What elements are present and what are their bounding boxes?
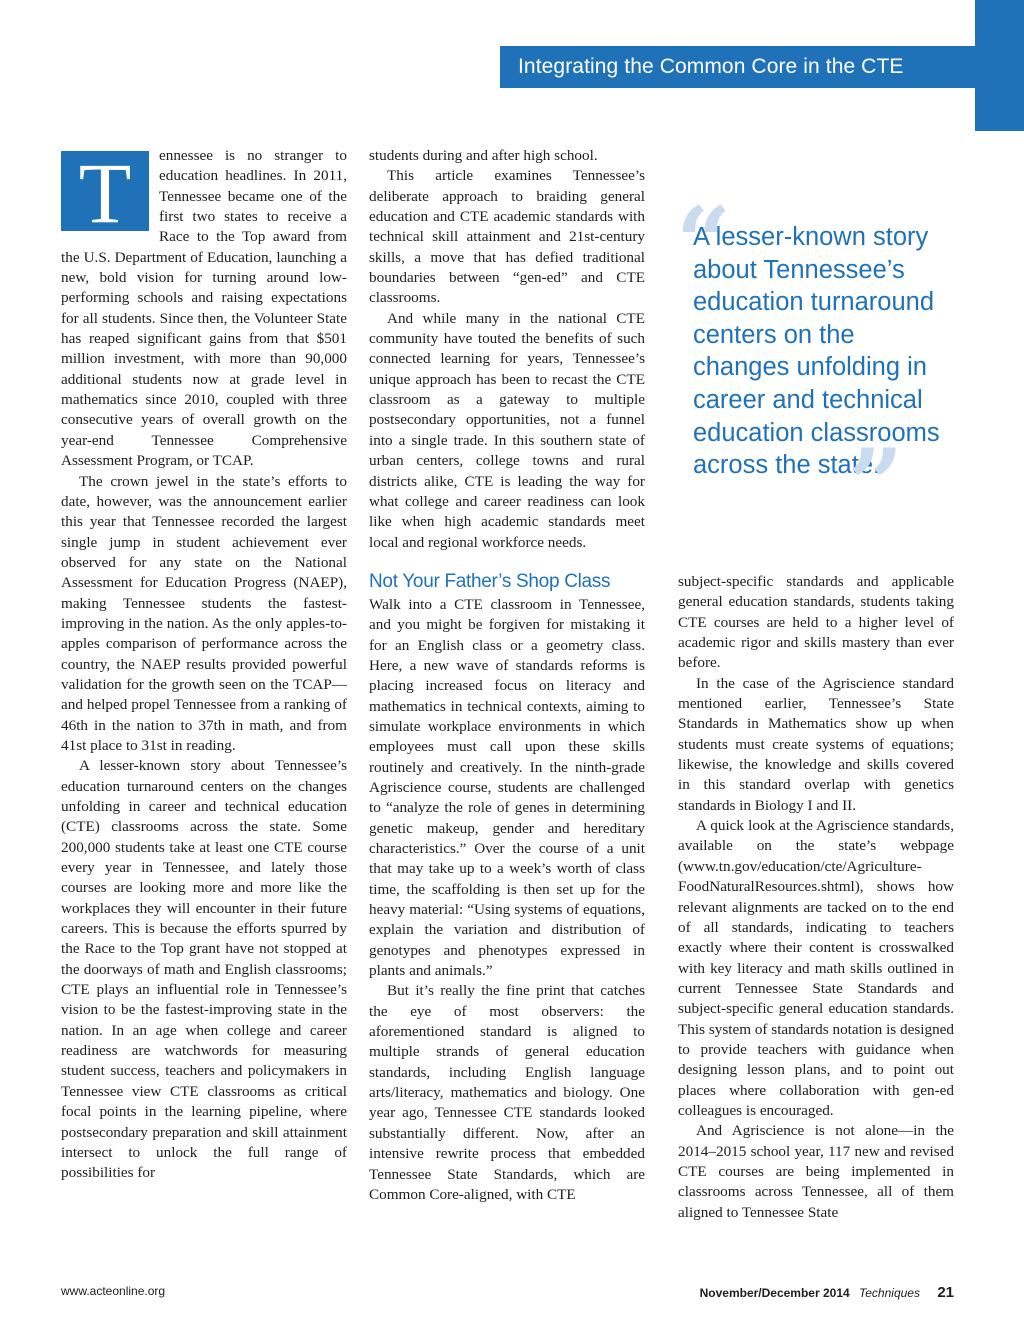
open-quote-icon: “ <box>676 186 732 299</box>
paragraph: This article examines Tennessee’s deliberate approach to braiding general education and CTE academic standards with technical skill attainment and 21st-century skills, a move that has defied traditional boundaries between “gen-ed” and CTE classrooms. <box>369 167 645 307</box>
paragraph: And Agriscience is not alone—in the 2014–2015 school year, 117 new and revised CTE courses are being implemented in classrooms across Tennessee, all of them aligned to Tennessee State <box>678 1122 954 1221</box>
section-heading: Not Your Father’s Shop Class <box>369 570 611 592</box>
paragraph: But it’s really the fine print that catches the eye of most observers: the aforementioned standard is aligned to multiple strands of general education standards, including English language arts/literacy, mathematics and biology. One year ago, Tennessee CTE standards looked substantially different. Now, after an intensive rewrite process that embedded Tennessee State Standards, which are Common Core-aligned, with CTE <box>369 982 645 1203</box>
section-header-title: Integrating the Common Core in the CTE Classroom <box>518 55 904 120</box>
drop-cap: T <box>61 151 149 231</box>
paragraph: And while many in the national CTE community have touted the benefits of such connected learning for years, Tennessee’s unique approach has been to recast the CTE classroom as a gateway to multiple postsecondary opportunities, not a funnel into a single trade. In this southern state of urban centers, college towns and rural districts alike, CTE is leading the way for what college and career readiness can look like when high academic standards meet local and regional workforce needs. <box>369 309 645 551</box>
close-quote-icon: ” <box>848 428 904 541</box>
footer-website: www.acteonline.org <box>61 1284 166 1298</box>
pull-quote <box>676 186 958 541</box>
header-accent-block <box>975 0 1024 131</box>
paragraph: A lesser-known story about Tennessee’s education turnaround centers on the changes unfolding in career and technical education (CTE) classrooms across the state. Some 200,000 students take at least one CTE course every year in Tennessee, and lately those courses are looking more and more like the workplaces they will encounter in their future careers. This is because the efforts spurred by the Race to the Top grant have not stopped at the doorways of math and English classrooms; CTE plays an influential role in Tennessee’s vision to be the fastest-improving state in the nation. In an age when college and career readiness are watchwords for measuring student success, teachers and policymakers in Tennessee view CTE classrooms as critical focal points in the learning pipeline, where postsecondary preparation and skill attainment intersect to unlock the full range of possibilities for <box>61 757 347 1182</box>
article-column-3 <box>678 572 954 1223</box>
article-column-1 <box>61 146 347 1184</box>
paragraph: A quick look at the Agriscience standards, available on the state’s webpage (www.tn.gov/education/cte/Agriculture-FoodNaturalResources.shtml), shows how relevant alignments are tacked on to the end of all standards, indicating to teachers exactly where their content is crosswalked with key literacy and math skills outlined in current Tennessee State Standards and subject-specific general education standards. This system of standards notation is designed to provide teachers with guidance when designing lesson plans, and to point out places where collaboration with gen-ed colleagues is encouraged. <box>678 817 954 1119</box>
footer-issue: November/December 2014 <box>699 1286 850 1300</box>
paragraph: subject-specific standards and applicable general education standards, students taking CTE courses are held to a higher level of academic rigor and skills mastery than ever before. <box>678 573 954 672</box>
article-column-2 <box>369 146 645 1205</box>
pull-quote-text: A lesser-known story about Tennessee’s education turnaround centers on the changes unfolding in career and technical education classrooms across the state. <box>693 223 940 480</box>
footer-issue-info <box>700 1284 954 1301</box>
page-number: 21 <box>937 1284 954 1301</box>
paragraph: The crown jewel in the state’s efforts to date, however, was the announcement earlier this year that Tennessee recorded the largest single jump in student achievement ever observed for any state on the National Assessment for Education Progress (NAEP), making Tennessee students the fastest-improving in the nation. As the only apples-to-apples comparison of performance across the country, the NAEP results provided powerful validation for the growth seen on the TCAP—and helped propel Tennessee from a ranking of 46th in the nation to 37th in math, and from 41st place to 31st in reading. <box>61 472 347 754</box>
footer-magazine: Techniques <box>859 1286 920 1300</box>
paragraph: In the case of the Agriscience standard mentioned earlier, Tennessee’s State Standards in Mathematics show up when students must create systems of equations; likewise, the knowledge and skills covered in this standard overlap with genetics standards in Biology I and II. <box>678 674 954 814</box>
paragraph: ennessee is no stranger to education headlines. In 2011, Tennessee became one of the first two states to receive a Race to the Top award from the U.S. Department of Education, launching a new, bold vision for turning around low-performing schools and raising expectations for all students. Since then, the Volunteer State has reaped significant gains from that $501 million investment, with more than 90,000 additional students now at grade level in mathematics since 2010, coupled with three consecutive years of overall growth on the year-end Tennessee Comprehensive Assessment Program, or TCAP. <box>61 147 347 470</box>
paragraph: Walk into a CTE classroom in Tennessee, and you might be forgiven for mistaking it for an English class or a geometry class. Here, a new wave of standards reforms is placing increased focus on literacy and mathematics in technical contexts, aiming to simulate workplace environments in which employees must call upon these skills routinely and creatively. In the ninth-grade Agriscience course, students are challenged to “analyze the role of genes in determining genetic makeup, gender and hereditary characteristics.” Over the course of a unit that may take up to a week’s worth of class time, the scaffolding is then set up for the heavy material: “Using systems of equations, explain the variation and distribution of genotypes and phenotypes expressed in plants and animals.” <box>369 595 645 980</box>
section-header <box>500 46 975 120</box>
paragraph: students during and after high school. <box>369 147 598 164</box>
